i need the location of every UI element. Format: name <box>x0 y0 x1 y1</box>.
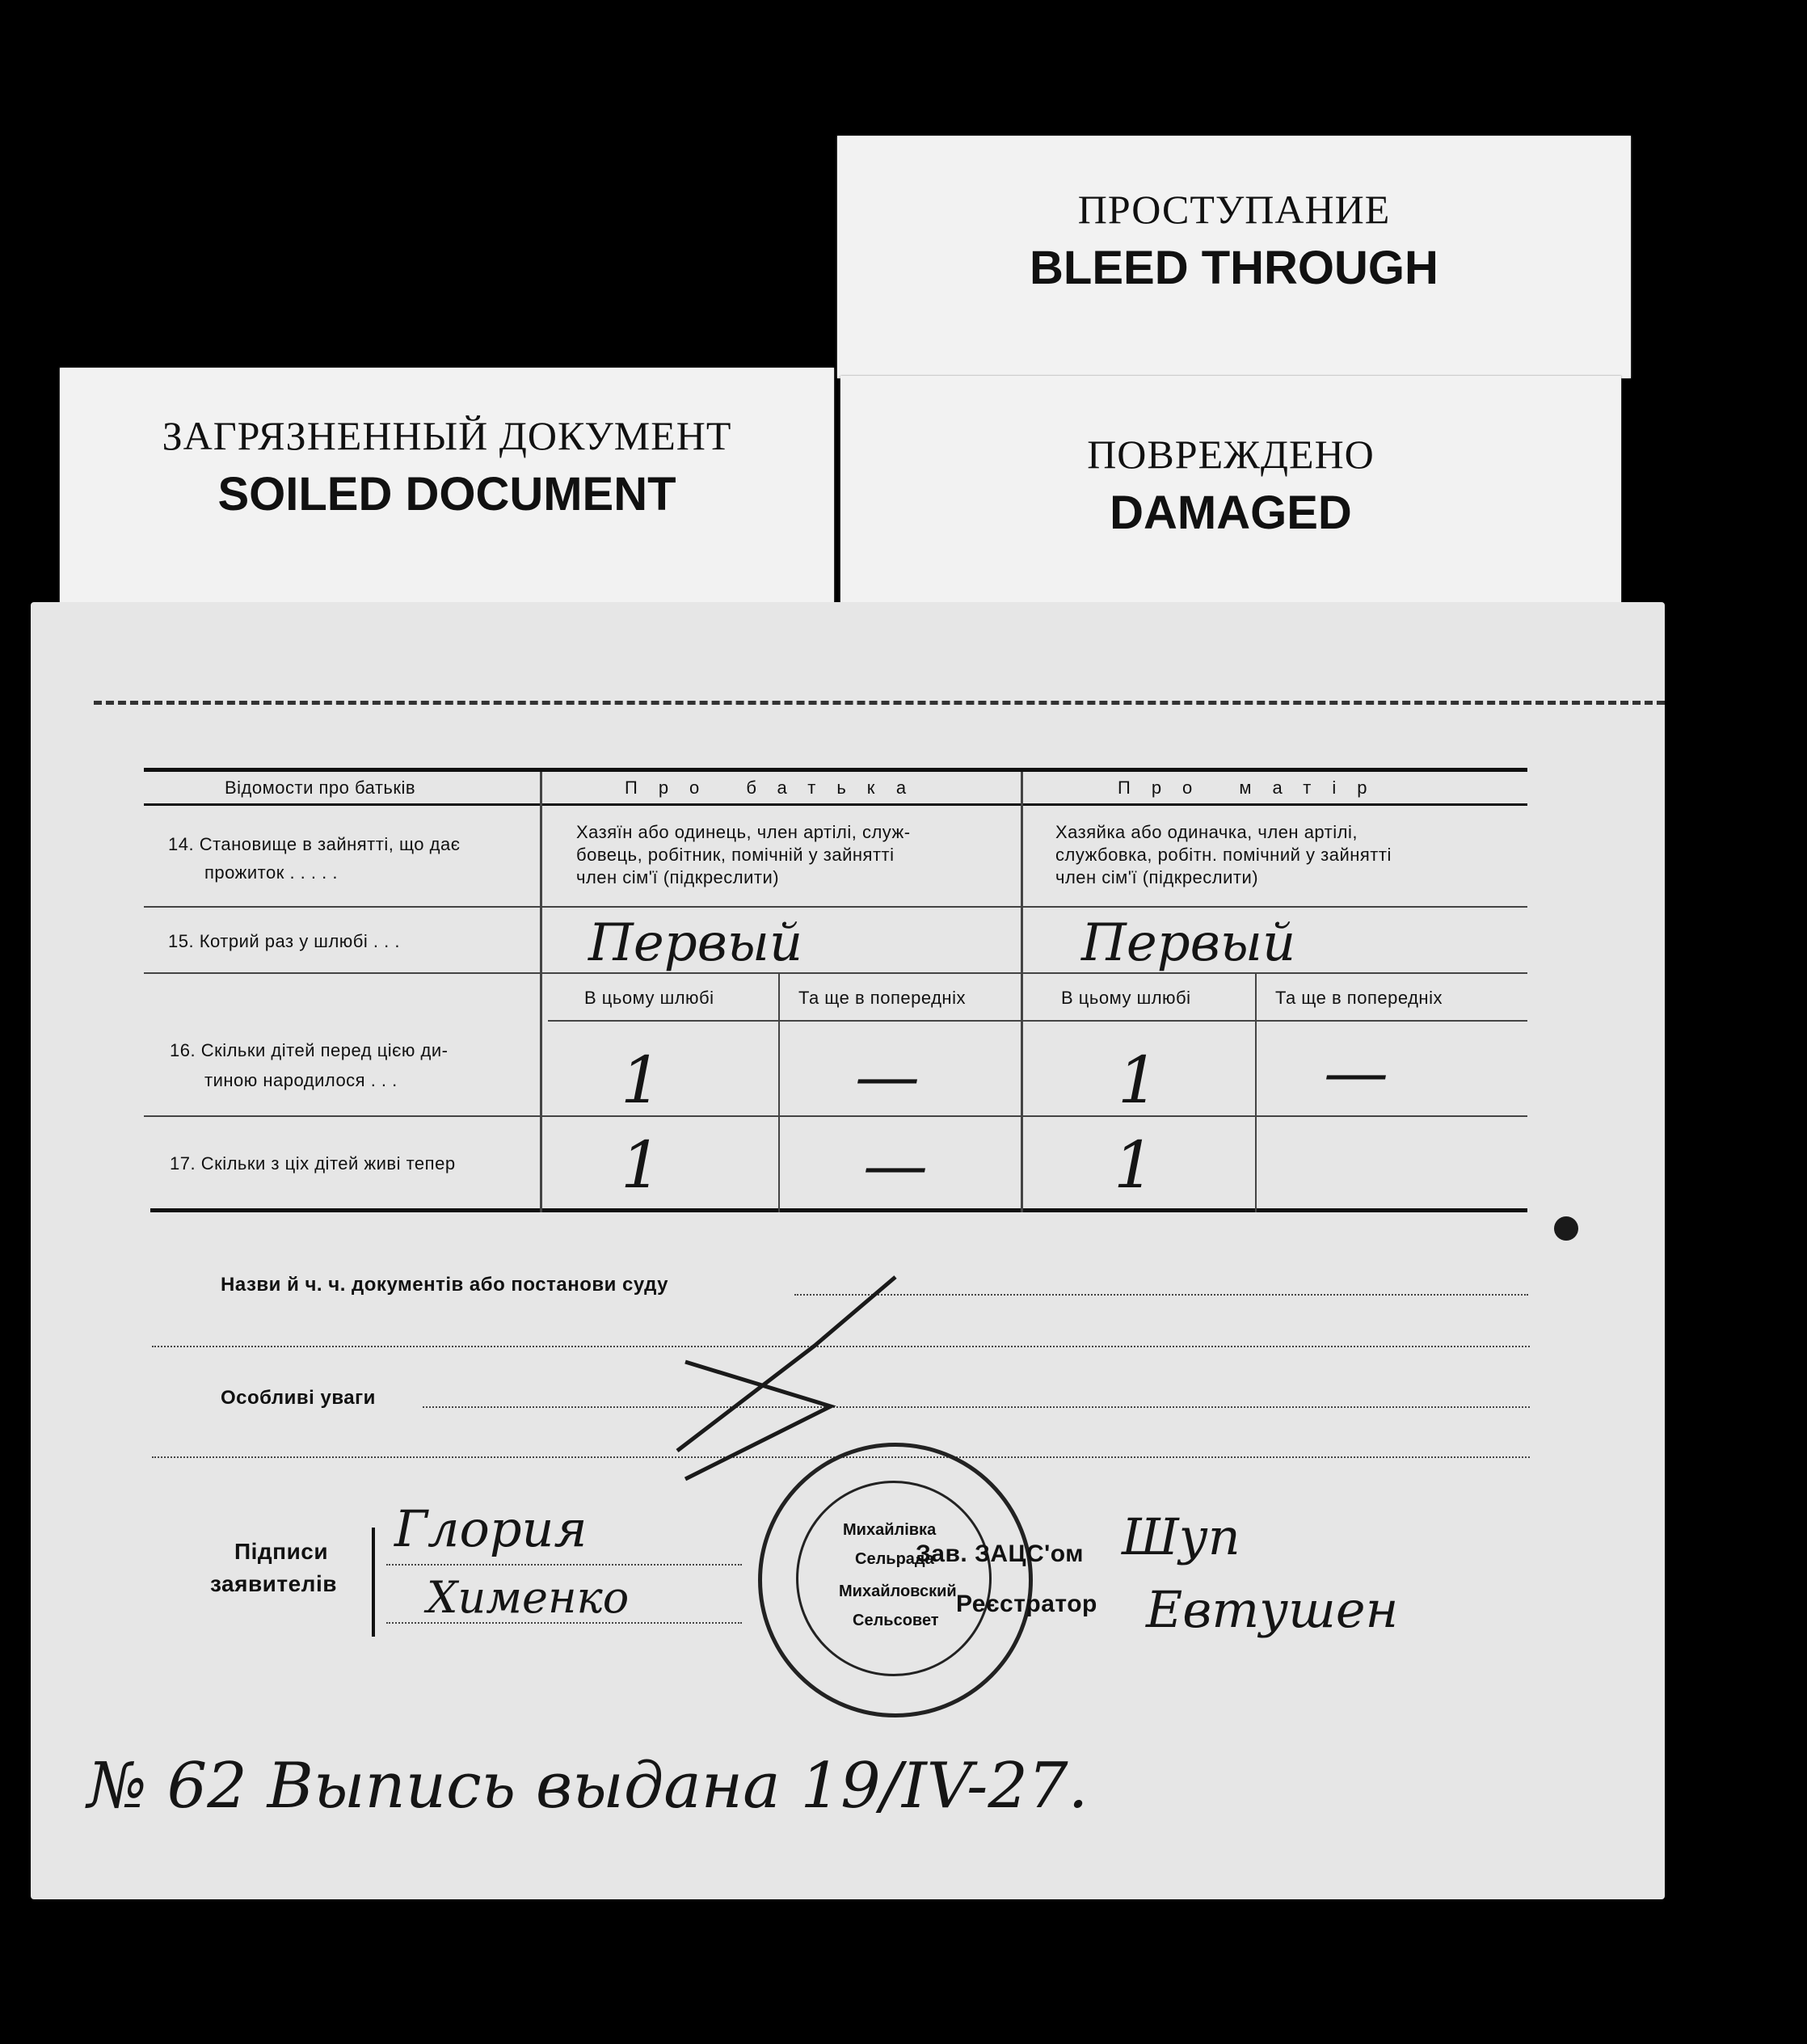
signatures-label-2: заявителів <box>210 1571 337 1596</box>
col-divider-1 <box>540 772 542 1212</box>
bleed-label-ru: ПРОСТУПАНИЕ <box>1077 187 1391 232</box>
remarks-line-1 <box>423 1406 1530 1408</box>
row14-mother-1: Хазяйка або одиначка, член артілі, <box>1055 822 1358 842</box>
col-divider-2 <box>1021 772 1023 1212</box>
row16-father-previous: — <box>855 1039 920 1114</box>
signature-line-2 <box>386 1622 742 1624</box>
table-bottom-rule <box>150 1208 1527 1212</box>
col-divider-3 <box>778 974 780 1212</box>
row14-father-3: член сім'ї (підкреслити) <box>576 867 780 887</box>
row16-rule <box>144 1115 1527 1117</box>
stamp-inner-ring <box>796 1481 992 1676</box>
bleed-label-en: BLEED THROUGH <box>1030 242 1438 294</box>
documents-label: Назви й ч. ч. документів або постанови суду <box>221 1274 669 1296</box>
perforation-line <box>94 701 1665 705</box>
header-parents-info: Відомости про батьків <box>225 778 416 798</box>
row16-mother-previous: — <box>1324 1035 1388 1110</box>
signatures-label-1: Підписи <box>234 1539 329 1564</box>
row14-mother-2: службовка, робітн. помічний у зайнятті <box>1055 845 1392 865</box>
row14-mother-3: член сім'ї (підкреслити) <box>1055 867 1259 887</box>
row14-label-2: прожиток . . . . . <box>204 862 338 883</box>
row15-rule <box>144 972 1527 974</box>
col-divider-4 <box>1255 974 1257 1212</box>
row14-father-2: бовець, робітник, помічній у зайнятті <box>576 845 895 865</box>
signature-line-1 <box>386 1564 742 1566</box>
binding-hole <box>1554 1216 1578 1241</box>
row16-label-2: тиною народилося . . . <box>204 1070 398 1090</box>
subheader-father-current: В цьому шлюбі <box>584 988 714 1008</box>
stamp-line-1: Михайлівка <box>843 1521 937 1539</box>
signatures-brace <box>372 1528 375 1637</box>
row14-father-1: Хазяїн або одинець, член артілі, служ- <box>576 822 911 842</box>
record-sheet <box>31 602 1665 1899</box>
official-stamp <box>758 1443 1033 1717</box>
row16-label-1: 16. Скільки дітей перед цією ди- <box>170 1040 449 1060</box>
stamp-line-3: Михайловский <box>839 1583 957 1600</box>
soiled-label-ru: ЗАГРЯЗНЕННЫЙ ДОКУМЕНТ <box>162 413 732 458</box>
remarks-label: Особливі уваги <box>221 1387 376 1409</box>
registrar-label: Реєстратор <box>956 1591 1097 1617</box>
head-label: Зав. ЗАЦС'ом <box>916 1540 1084 1567</box>
header-mother: Про матір <box>1118 778 1388 798</box>
damaged-label <box>840 376 1621 618</box>
subheader-rule <box>548 1020 1527 1022</box>
row14-label-1: 14. Становище в зайнятті, що дає <box>168 834 461 854</box>
row16-father-current: 1 <box>621 1043 662 1118</box>
soiled-label-en: SOILED DOCUMENT <box>217 468 676 520</box>
table-top-rule <box>144 768 1527 772</box>
registrar-signature: Евтушен <box>1146 1580 1399 1639</box>
stamp-line-2: Сельрада <box>855 1550 934 1568</box>
signature-1: Глория <box>394 1499 588 1558</box>
damaged-label-en: DAMAGED <box>1110 487 1352 539</box>
issuance-note: № 62 Выпись выдана 19/IV-27. <box>87 1750 1089 1823</box>
subheader-mother-previous: Та ще в попередніх <box>1275 988 1443 1008</box>
damaged-label-ru: ПОВРЕЖДЕНО <box>1087 432 1375 477</box>
row15-father-value: Первый <box>588 913 803 973</box>
row17-mother-current: 1 <box>1114 1127 1155 1203</box>
row17-father-previous: — <box>863 1127 928 1203</box>
table-header-rule <box>144 803 1527 806</box>
head-signature: Шуп <box>1122 1507 1240 1566</box>
soiled-document-label <box>60 368 834 610</box>
row17-father-current: 1 <box>621 1127 662 1203</box>
bleed-through-label <box>837 136 1631 378</box>
row15-mother-value: Первый <box>1081 913 1296 973</box>
header-father: Про батька <box>625 778 928 798</box>
subheader-father-previous: Та ще в попередніх <box>798 988 966 1008</box>
row17-label: 17. Скільки з ціх дітей живі тепер <box>170 1153 456 1174</box>
subheader-mother-current: В цьому шлюбі <box>1061 988 1191 1008</box>
signature-2: Хименко <box>427 1572 630 1623</box>
row15-label: 15. Котрий раз у шлюбі . . . <box>168 931 400 951</box>
row14-rule <box>144 906 1527 908</box>
row16-mother-current: 1 <box>1118 1043 1159 1118</box>
stamp-line-4: Сельсовет <box>853 1612 939 1629</box>
